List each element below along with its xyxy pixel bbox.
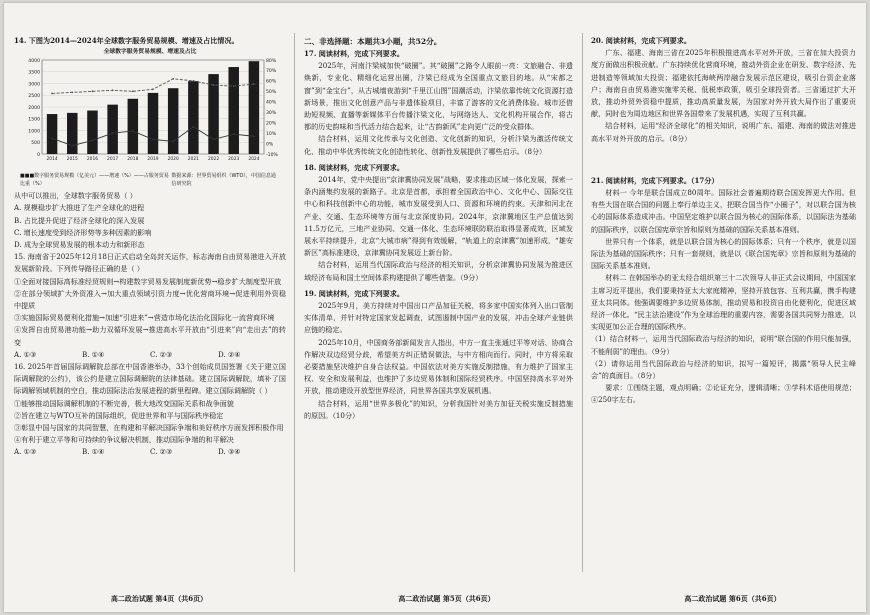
y-right-tick-label: -10%	[266, 153, 278, 159]
bar	[208, 74, 218, 154]
growth-rate-point	[92, 140, 94, 142]
share-point	[213, 84, 215, 86]
q20-material: 广东、福建、海南三省在2025年积极推进高水平对外开放，三省在加大投资力度方面做出积极贡献。广东持续优化营商环境，推动外资企业在研发、数字经济、先进制造等领域加大投资；福建依托海峡两岸融合发展示范区建设，吸引台资企业落户；海南自由贸易港实施零关税、低税率政策，吸引全球投资者。三省通过扩大开放，推动外贸外资稳中提质，推动高质量发展，为国家对外开放大局作出了重要贡献，同时也为周边地区和世界各国带来了发展机遇，实现了互利共赢。	[591, 48, 856, 119]
x-tick-label: 2021	[187, 157, 199, 163]
q19-material-1: 2025年9月，美方持续对中国出口产品加征关税，将多家中国实体列入出口管制实体清单，并针对特定国家发起调查，试图遏制中国产业的发展，冲击全球产业链供应链的稳定。	[304, 301, 573, 335]
y-left-tick-label: 3000	[28, 82, 40, 88]
share-point	[112, 90, 114, 92]
y-right-tick-label: 40%	[266, 100, 277, 106]
bar	[188, 81, 198, 154]
q18-material: 2014年，党中央提出“京津冀协同发展”战略，要求推动区域一体化发展，探索一条内涵集约发展的新路子。北京是首都，承担着全国政治中心、文化中心、国际交往中心和科技创新中心的功能，城市发展受到人口、资源和环境的约束。天津和河北在产业、交通、生态环境等方面与北京深度协同。2024年，京津冀地区生产总值达到11.5万亿元，三地产业协同、交通一体化、生态环境联防联治取得显著成效，区域发展水平持续提升，北京“大城市病”得到有效缓解，“轨道上的京津冀”加速形成，“雄安新区”高标准建设，京津冀协同发展迈上新台阶。	[304, 175, 573, 258]
y-left-tick-label: 1500	[28, 117, 40, 123]
q14-option-c[interactable]: C. 增长速度受到经济形势等多种因素的影响	[14, 227, 152, 237]
q14-option-a[interactable]: A. 规模稳步扩大推进了生产全球化的进程	[14, 203, 145, 213]
q15-option-b[interactable]: B. ①④	[82, 349, 105, 359]
q16-option-c[interactable]: C. ②③	[150, 447, 173, 457]
x-tick-label: 2016	[86, 157, 99, 163]
bar	[107, 105, 117, 154]
y-right-tick-label: 10%	[266, 132, 277, 138]
chart-container	[20, 48, 286, 188]
x-tick-label: 2024	[248, 157, 260, 163]
y-left-tick-label: 2000	[28, 106, 40, 112]
q20-head: 20. 阅读材料，完成下列要求。	[591, 36, 691, 45]
page-4-column	[4, 3, 294, 612]
y-left-tick-label: 2500	[28, 94, 40, 100]
q20-ask: 结合材料，运用“经济全球化”的相关知识，说明广东、福建、海南的做法对推进高水平对外开放的启示。（8分）	[591, 121, 856, 143]
x-tick-label: 2020	[167, 157, 179, 163]
q21-ask-1: （1）结合材料一，运用当代国际政治与经济的知识，说明“联合国的作用只能加强，不能削弱”的理由。（9分）	[591, 334, 856, 356]
q14-option-d[interactable]: D. 成为全球贸易发展的根本动力和新形态	[14, 240, 145, 250]
bar	[47, 114, 57, 154]
y-left-tick-label: 4000	[28, 59, 40, 65]
growth-rate-point	[152, 139, 154, 141]
bar	[168, 88, 178, 154]
y-right-tick-label: 70%	[266, 69, 277, 75]
q14-stem: 14. 下图为2014—2024年全球数字服务贸易规模、增速及占比情况。	[14, 36, 239, 45]
q16-option-b[interactable]: B. ①④	[82, 447, 105, 457]
q15-option-a[interactable]: A. ①③	[14, 349, 37, 359]
share-point	[51, 93, 53, 95]
x-tick-label: 2023	[228, 157, 240, 163]
q18-head: 18. 阅读材料，完成下列要求。	[304, 162, 404, 172]
y-right-tick-label: 80%	[266, 59, 277, 65]
section-heading: 二、非选择题：本题共3小题，共52分。	[304, 37, 442, 46]
share-point	[92, 91, 94, 93]
exam-sheet	[4, 3, 866, 612]
q15-item-1: ①全面对接国际高标准经贸规则→构建数字贸易发展制度新优势→稳步扩大制度型开放	[14, 276, 282, 286]
bar	[148, 93, 158, 154]
growth-rate-point	[172, 141, 174, 143]
q15-option-c[interactable]: C. ②③	[150, 349, 173, 359]
q16-option-d[interactable]: D. ③④	[218, 447, 241, 457]
q16-options	[14, 446, 286, 458]
growth-rate-point	[112, 132, 114, 134]
q19-material-2: 2025年10月，中国商务部新闻发言人指出，中方一直主张通过平等对话、协商合作解决双边经贸分歧，希望美方纠正错误做法，与中方相向而行。同时，中方将采取必要措施坚决维护自身合法权益。中国依法对美方实施反制措施，有力维护了国家主权、安全和发展利益，也维护了多边贸易体制和国际经贸秩序。中国坚持高水平对外开放，推动建设开放型世界经济，同世界各国共享发展机遇。	[304, 337, 573, 396]
growth-rate-point	[51, 138, 53, 140]
growth-rate-point	[71, 145, 73, 147]
share-point	[192, 80, 194, 82]
q15-item-4: ④发挥自由贸易港功能→助力双循环发展→推进高水平开放由“引进来”向“走出去”的转变	[14, 325, 286, 347]
page-6-footer: 高二政治试题 第6页（共6页）	[684, 594, 781, 603]
x-tick-label: 2019	[147, 157, 159, 163]
q14-ask: 从中可以推出，全球数字服务贸易（ ）	[14, 191, 137, 201]
q19-head: 19. 阅读材料，完成下列要求。	[304, 288, 404, 298]
y-right-tick-label: 0%	[266, 142, 274, 148]
q15-item-2: ②在部分领域扩大外资准入→加大重点领域引资力度→优化营商环境→促进利用外资稳中提质	[14, 288, 286, 311]
q15-item-3: ③实施国际贸易便利化措施→加速“引进来”→营造市场化法治化国际化一流营商环境	[14, 313, 275, 323]
y-right-tick-label: 60%	[266, 79, 277, 85]
q15-options	[14, 349, 286, 361]
q21-material-2: 材料二 在韩国举办的亚太经合组织第三十二次领导人非正式会议期间，中国国家主席习近平提出，我们要秉持亚太大家庭精神，坚持开放包容、互利共赢，携手构建亚太共同体。他强调要维护多边贸易体制，推动贸易和投资自由化便利化，促进区域经济一体化。“民主法治建设”作为全球治理的重要内容，需要各国共同努力推进，以实现更加公正合理的国际秩序。	[591, 273, 856, 332]
q16-option-a[interactable]: A. ①③	[14, 447, 37, 457]
page-5-footer: 高二政治试题 第5页（共6页）	[398, 594, 495, 603]
q17-ask: 结合材料，运用文化传承与文化创造、文化创新的知识，分析汴梁为激活传统文化、推动中华优秀传统文化创造性转化、创新性发展提供了哪些启示。（8分）	[304, 134, 573, 156]
x-tick-label: 2022	[207, 157, 220, 163]
y-left-tick-label: 500	[31, 141, 40, 147]
share-point	[253, 83, 255, 85]
q15-stem: 15. 海南省于2025年12月18日正式启动全岛封关运作，标志海南自由贸易港进入开放发展新阶段。下列传导路径正确的是（ ）	[14, 252, 286, 274]
bar	[87, 111, 97, 154]
x-tick-label: 2015	[66, 157, 78, 163]
y-right-tick-label: 50%	[266, 90, 277, 96]
x-tick-label: 2018	[127, 157, 139, 163]
growth-rate-point	[233, 133, 235, 135]
share-point	[172, 78, 174, 80]
growth-rate-point	[132, 130, 134, 132]
y-left-tick-label: 1000	[28, 129, 40, 135]
column-divider	[294, 33, 295, 572]
legend-source: 数据来源：世界贸易组织（WTO），中国信息通信研究院	[171, 173, 276, 188]
share-point	[152, 89, 154, 91]
q17-head: 17. 阅读材料，完成下列要求。	[304, 49, 404, 58]
bar	[249, 61, 259, 154]
q18-ask: 结合材料，运用当代国际政治与经济的相关知识，分析京津冀协同发展为推进区域经济布局和国土空间体系构建提供了哪些借鉴。（9分）	[304, 260, 573, 282]
page-5-column	[296, 3, 581, 612]
legend-series: ■■■数字服务贸易规模（亿美元）——增速（%）——占服务贸易比重（%）	[20, 173, 169, 188]
share-point	[233, 85, 235, 87]
q16-item-4: ④有利于建立平等和可持续的争议解决机制，推动国际争端的和平解决	[14, 435, 234, 445]
share-point	[132, 91, 134, 93]
bar	[67, 113, 77, 154]
trade-chart	[20, 56, 288, 168]
chart-legend	[20, 172, 280, 188]
q15-option-d[interactable]: D. ②④	[218, 349, 241, 359]
growth-rate-point	[253, 136, 255, 138]
x-tick-label: 2014	[46, 157, 58, 163]
y-right-tick-label: 30%	[266, 111, 277, 117]
chart-title: 全球数字服务贸易规模、增速及占比	[103, 49, 197, 56]
page-4-footer: 高二政治试题 第4页（共6页）	[110, 594, 208, 603]
q21-material-1b: 世界只有一个体系，就是以联合国为核心的国际体系；只有一个秩序，就是以国际法为基础的国际秩序；只有一套规则，就是以《联合国宪章》宗旨和原则为基础的国际关系基本准则。	[591, 236, 856, 271]
growth-rate-point	[192, 126, 194, 128]
bar	[228, 67, 238, 154]
q14-option-b[interactable]: B. 占比提升促进了经济全球化的深入发展	[14, 215, 145, 225]
q21-requirements: 要求：①围绕主题，观点明确；②论证充分，逻辑清晰；③学科术语使用规范；④250字左右。	[591, 383, 856, 405]
y-left-tick-label: 0	[37, 153, 40, 159]
y-right-tick-label: 20%	[266, 121, 277, 127]
growth-rate-point	[213, 139, 215, 141]
q16-item-2: ②旨在建立与WTO互补的国际组织，促进世界和平与国际秩序稳定	[14, 410, 224, 420]
share-line	[52, 79, 254, 94]
q21-material-1: 材料一 今年是联合国成立80周年。国际社会普遍期待联合国发挥更大作用。但有些大国在联合国的问题上奉行单边主义，把联合国当作“小圈子”，对以联合国为核心的国际体系造成冲击。中国坚定维护以联合国为核心的国际体系，以国际法为基础的国际秩序，以联合国宪章宗旨和原则为基础的国际关系基本准则。	[591, 188, 856, 234]
y-left-tick-label: 3500	[28, 70, 40, 76]
q16-item-3: ③彰显中国与国家的共同智慧，在构建和平解决国际争端和美好秩序方面发挥积极作用	[14, 423, 284, 433]
q21-head: 21. 阅读材料，完成下列要求。（17分）	[591, 175, 719, 185]
x-tick-label: 2017	[107, 157, 119, 163]
q17-material: 2025年，河南汴梁城加快“破圈”。其“破圈”之路令人眼前一亮：文旅融合、非遗焕新，专业化、精细化运营出圈，汴梁已经成为全国重点文旅目的地。从“宋都之窗”到“金宝台”，从古城墙夜游到“千里江山图”国潮活动，汴梁依靠传统文化资源打造新场景，推出文化创意产品与非遗体验项目，丰富了游客的文化消费体验。城市还借助短视频、直播等新媒体平台传播汴梁文化，与网络达人、文化机构开展合作，将古都的历史韵味和当代活力结合起来，让“古韵新风”走向更广泛的受众群体。	[304, 61, 573, 132]
page-6-column	[583, 3, 866, 612]
q21-ask-2: （2）请你运用当代国际政治与经济的知识，拟写一篇短评，揭露“领导人民主峰会”的真面目。（8分）	[591, 358, 856, 381]
q19-ask: 结合材料，运用“世界多极化”的知识，分析我国针对美方加征关税实施反制措施的原因。（10分）	[304, 398, 573, 420]
bar	[128, 99, 138, 154]
q16-item-1: ①能够推动国际调解机制的不断完善，极大地改变国际关系和战争面貌	[14, 398, 234, 408]
q16-stem: 16. 2025年首届国际调解院总部在中国香港举办，33个创始成员国签署《关于建立国际调解院的公约》，该公约是建立国际调解院的法律基础。建立国际调解院，填补了国际调解领域机制的空白，推动国际法治发展进程的新里程碑。建立国际调解院（ ）	[14, 362, 286, 396]
share-point	[71, 92, 73, 94]
